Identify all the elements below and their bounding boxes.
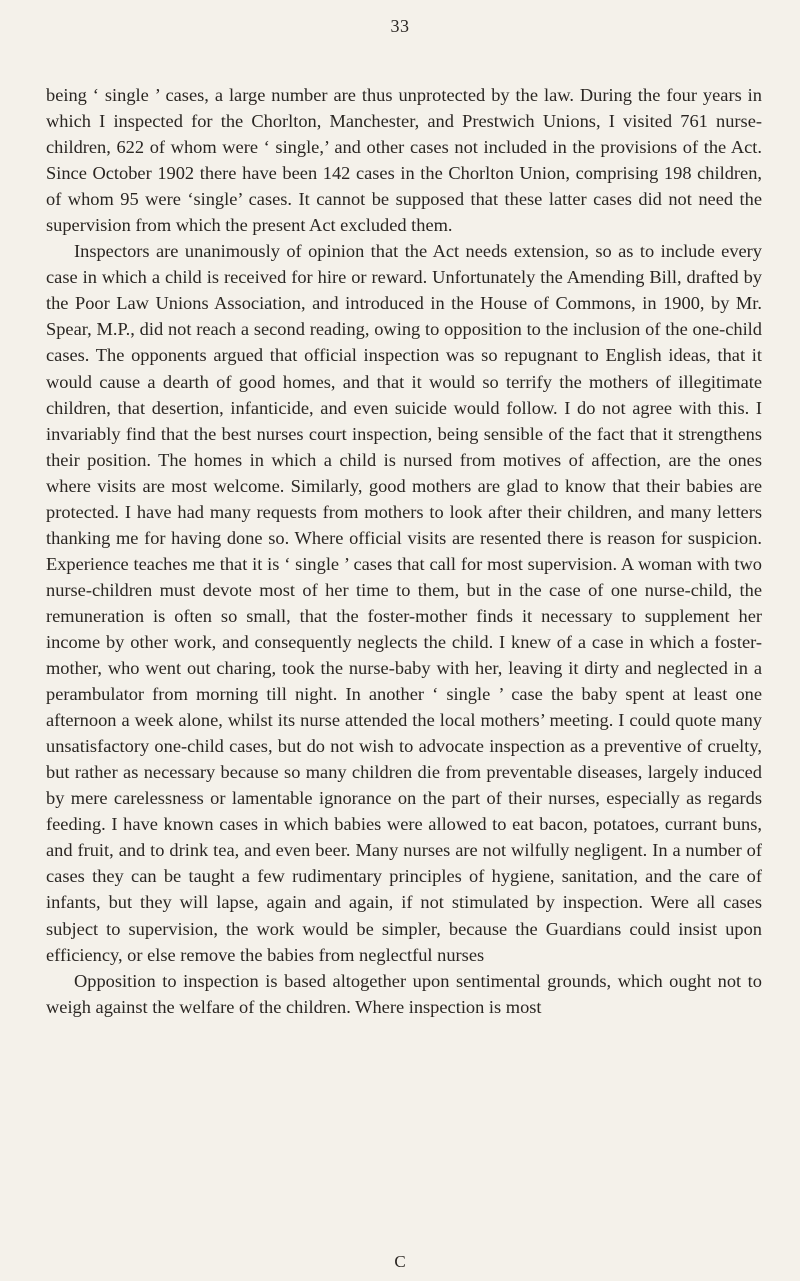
paragraph-3: Opposition to inspection is based altogether upon sentimental grounds, which ought not to weigh against the welfare of the children. Where inspection is most bbox=[46, 970, 762, 1017]
body-text bbox=[46, 82, 762, 1020]
paragraph-1: being ‘ single ’ cases, a large number are thus unprotected by the law. During the four years in which I inspected for the Chorlton, Manchester, and Prestwich Unions, I visited 761 nurse-children, 622 of whom were ‘ single,’ and other cases not included in the provisions of the Act. Since October 1902 there have been 142 cases in the Chorlton Union, comprising 198 children, of whom 95 were ‘single’ cases. It cannot be supposed that these latter cases did not need the supervision from which the present Act excluded them. bbox=[46, 85, 762, 236]
signature-mark: C bbox=[394, 1252, 406, 1271]
paragraph-2: Inspectors are unanimously of opinion that the Act needs extension, so as to include every case in which a child is received for hire or reward. Unfortunately the Amending Bill, drafted by the Poor Law Unions Association, and introduced in the House of Commons, in 1900, by Mr. Spear, M.P., did not reach a second reading, owing to opposition to the inclusion of the one-child cases. The opponents argued that official inspection was so repugnant to English ideas, that it would cause a dearth of good homes, and that it would so terrify the mothers of illegitimate children, that desertion, infanticide, and even suicide would follow. I do not agree with this. I invariably find that the best nurses court inspection, being sensible of the fact that it strengthens their position. The homes in which a child is nursed from motives of affection, are the ones where visits are most welcome. Similarly, good mothers are glad to know that their babies are protected. I have had many requests from mothers to look after their children, and many letters thanking me for having done so. Where official visits are resented there is reason for suspicion. Experience teaches me that it is ‘ single ’ cases that call for most supervision. A woman with two nurse-children must devote most of her time to them, but in the case of one nurse-child, the remuneration is often so small, that the foster-mother finds it necessary to supplement her income by other work, and consequently neglects the child. I knew of a case in which a foster-mother, who went out charing, took the nurse-baby with her, leaving it dirty and neglected in a perambulator from morning till night. In another ‘ single ’ case the baby spent at least one afternoon a week alone, whilst its nurse attended the local mothers’ meeting. I could quote many unsatisfactory one-child cases, but do not wish to advocate inspection as a preventive of cruelty, but rather as necessary because so many children die from preventable diseases, largely induced by mere carelessness or lamentable ignorance on the part of their nurses, especially as regards feeding. I have known cases in which babies were allowed to eat bacon, potatoes, currant buns, and fruit, and to drink tea, and even beer. Many nurses are not wilfully negligent. In a number of cases they can be taught a few rudimentary principles of hygiene, sanitation, and the care of infants, but they will lapse, again and again, if not stimulated by inspection. Were all cases subject to supervision, the work would be simpler, because the Guardians could insist upon efficiency, or else remove the babies from neglectful nurses bbox=[46, 241, 762, 965]
page-number: 33 bbox=[390, 16, 410, 36]
